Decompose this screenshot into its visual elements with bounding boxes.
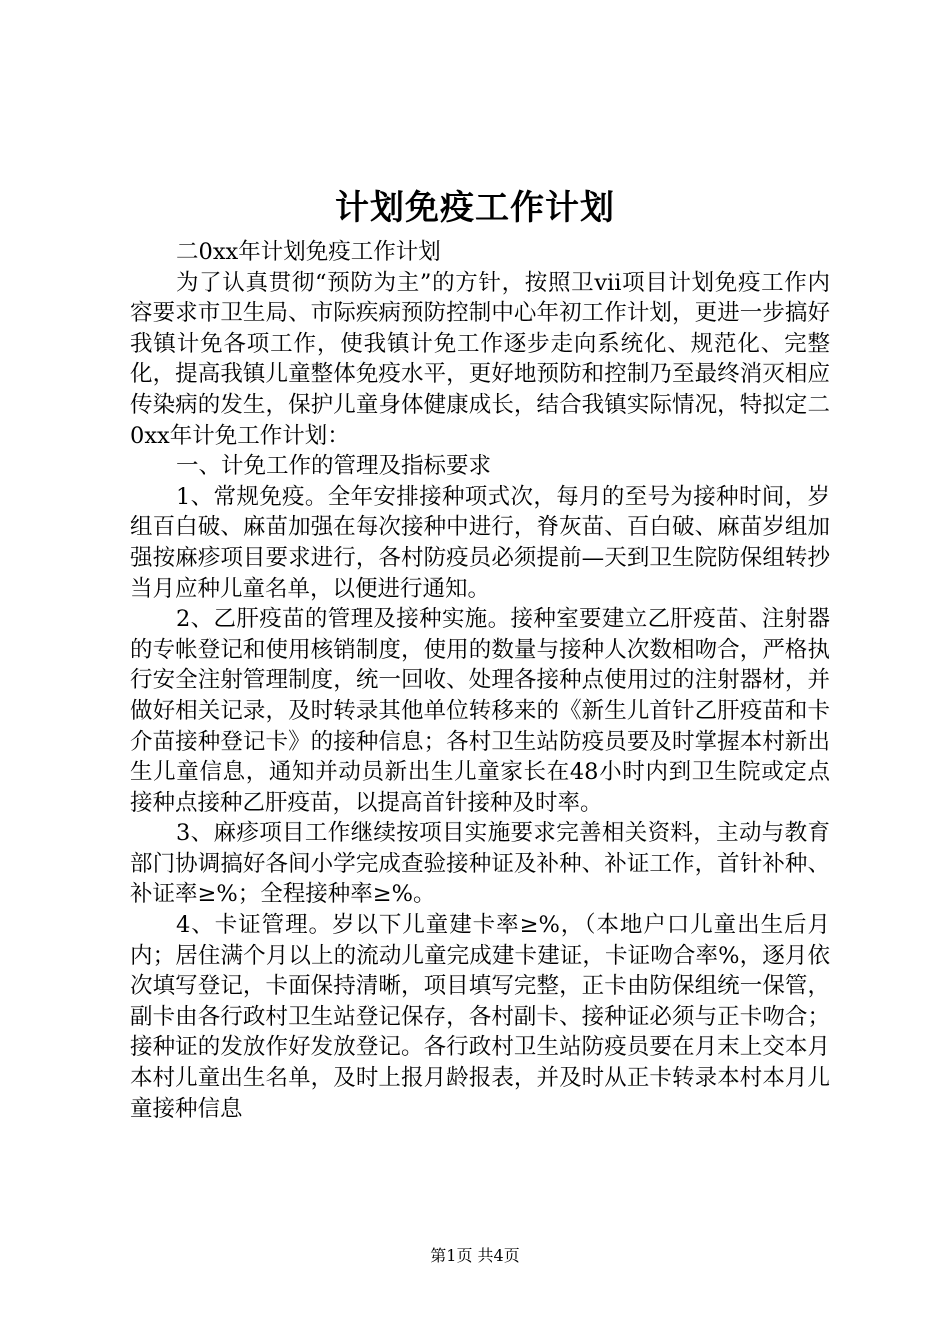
paragraph-measles-project: 3、麻疹项目工作继续按项目实施要求完善相关资料，主动与教育部门协调搞好各间小学完成查验接种证及补种、补证工作，首针补种、补证率≥%；全程接种率≥%。 — [130, 820, 830, 908]
paragraph-hepatitis-b: 2、乙肝疫苗的管理及接种实施。接种室要建立乙肝疫苗、注射器的专帐登记和使用核销制度，使用的数量与接种人次数相吻合，严格执行安全注射管理制度，统一回收、处理各接种点使用过的注射器材，并做好相关记录，及时转录其他单位转移来的《新生儿首针乙肝疫苗和卡介苗接种登记卡》的接种信息；各村卫生站防疫员要及时掌握本村新出生儿童信息，通知并动员新出生儿童家长在48小时内到卫生院或定点接种点接种乙肝疫苗，以提高首针接种及时率。 — [130, 606, 830, 816]
document-title: 计划免疫工作计划 — [335, 188, 615, 228]
paragraph-intro: 为了认真贯彻“预防为主”的方针，按照卫vii项目计划免疫工作内容要求市卫生局、市际疾病预防控制中心年初工作计划，更进一步搞好我镇计免各项工作，使我镇计免工作逐步走向系统化、规范化、完整化，提高我镇儿童整体免疫水平，更好地预防和控制乃至最终消灭相应传染病的发生，保护儿童身体健康成长，结合我镇实际情况，特拟定二0xx年计免工作计划： — [130, 269, 830, 449]
paragraph-card-management: 4、卡证管理。岁以下儿童建卡率≥%，（本地户口儿童出生后月内；居住满个月以上的流动儿童完成建卡建证，卡证吻合率%，逐月依次填写登记，卡面保持清晰，项目填写完整，正卡由防保组统一保管，副卡由各行政村卫生站登记保存，各村副卡、接种证必须与正卡吻合；接种证的发放作好发放登记。各行政村卫生站防疫员要在月末上交本月本村儿童出生名单，及时上报月龄报表，并及时从正卡转录本村本月儿童接种信息 — [130, 912, 830, 1122]
section-heading-1: 一、计免工作的管理及指标要求 — [176, 453, 492, 480]
page-footer: 第1页 共4页 — [430, 1246, 520, 1265]
document-subtitle: 二0xx年计划免疫工作计划 — [176, 239, 441, 265]
document-body — [130, 237, 830, 1124]
paragraph-routine-immunization: 1、常规免疫。全年安排接种项式次，每月的至号为接种时间，岁组百白破、麻苗加强在每次接种中进行，脊灰苗、百白破、麻苗岁组加强按麻疹项目要求进行，各村防疫员必须提前—天到卫生院防保组转抄当月应种儿童名单，以便进行通知。 — [130, 483, 830, 602]
